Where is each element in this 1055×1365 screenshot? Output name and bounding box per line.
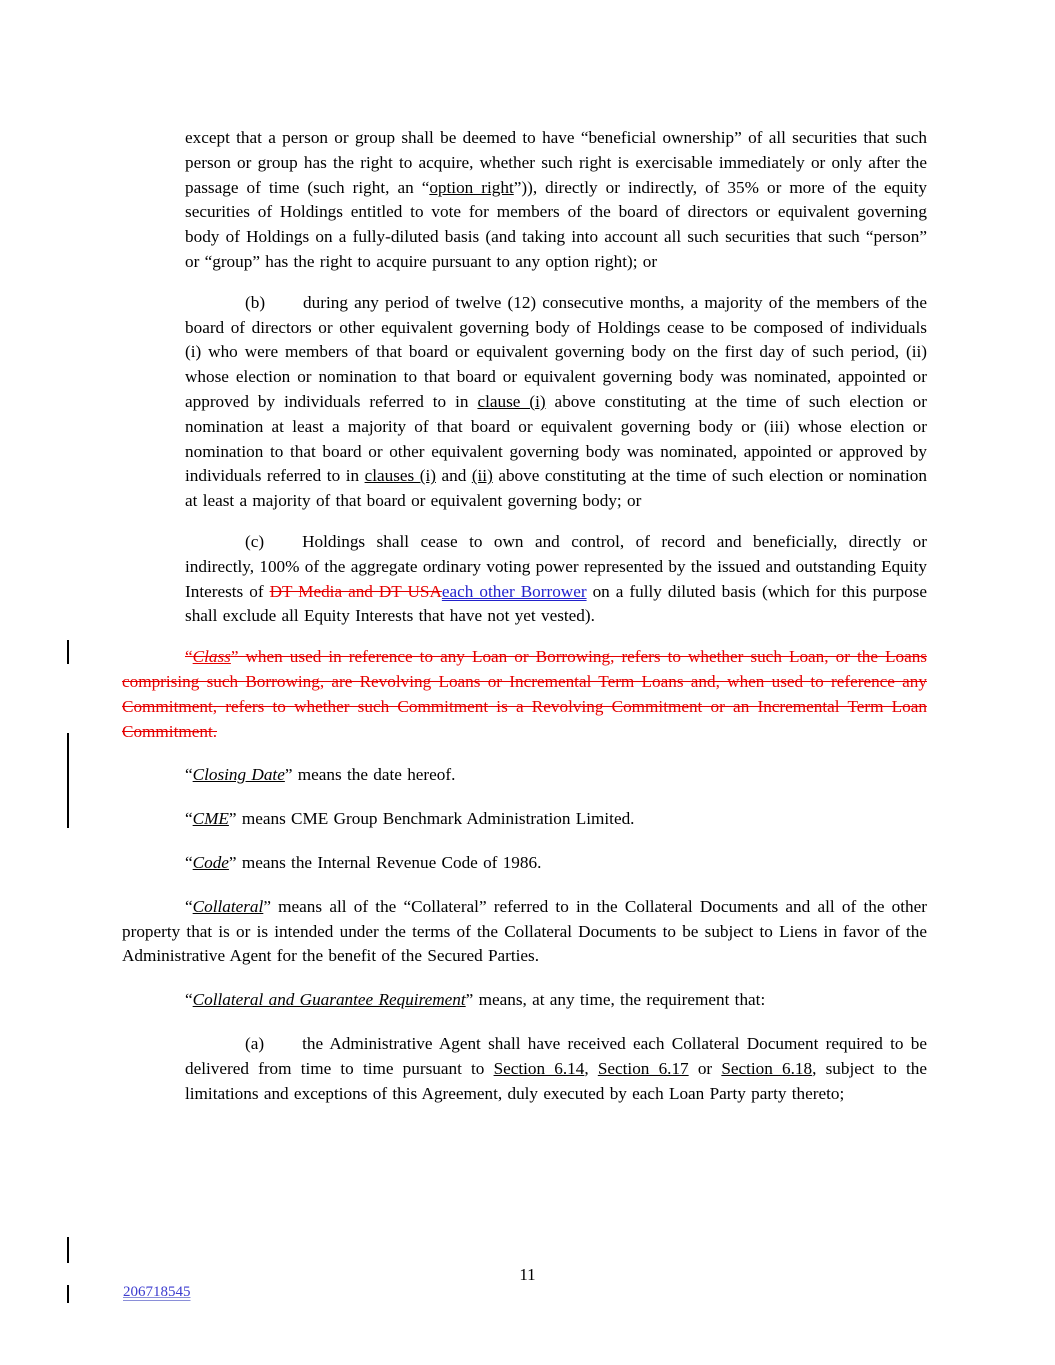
text-run: on a fully diluted basis (which for this purpose shall exclude all Equity Interests that have not yet vested). bbox=[185, 581, 928, 626]
text-run: above constituting at the time of such election or nomination at least a majority of that board or equivalent governing body; or bbox=[185, 466, 927, 511]
paragraph bbox=[122, 807, 927, 832]
page-number: 11 bbox=[519, 1265, 536, 1284]
defined-term: Collateral and Guarantee Requirement bbox=[192, 990, 466, 1010]
revision-change-bar bbox=[67, 1285, 69, 1303]
paragraph bbox=[185, 126, 927, 275]
text-run: , bbox=[584, 1058, 598, 1078]
text-run: , subject to the limitations and exceptions of this Agreement, duly executed by each Loan Party party thereto; bbox=[185, 1058, 927, 1103]
deleted-text: DT Media and DT USA bbox=[269, 581, 442, 601]
defined-term: Closing Date bbox=[192, 765, 285, 785]
text-run: ”)), directly or indirectly, of 35% or more of the equity securities of Holdings entitled to vote for members of the board of directors or equivalent governing body of Holdings on a fully-diluted basis (and taking into account all such securities that such “person” or “group” has the right to acquire pursuant to any option right); or bbox=[185, 177, 927, 271]
text-run: during any period of twelve (12) consecutive months, a majority of the members of the board of directors or other equivalent governing body of Holdings cease to be composed of individuals (i) who were members of that board or equivalent governing body on the first day of such period, (ii) whose election or nomination to that board or equivalent governing body was nominated, appointed or approved by individuals referred to in bbox=[185, 292, 927, 411]
defined-term: Code bbox=[192, 852, 229, 872]
text-run: ” means, at any time, the requirement that: bbox=[465, 990, 766, 1010]
text-run: ” means all of the “Collateral” referred to in the Collateral Documents and all of the other property that is or is intended under the terms of the Collateral Documents to be subject to Liens in favor of the Administrative Agent for the benefit of the Secured Parties. bbox=[122, 896, 927, 966]
text-run: Holdings shall cease to own and control, of record and beneficially, directly or indirectly, 100% of the aggregate ordinary voting power represented by the issued and outstanding Equity Interests of bbox=[185, 531, 927, 601]
deleted-defined-term: Class bbox=[192, 647, 231, 667]
paragraph bbox=[122, 988, 927, 1013]
paragraph bbox=[185, 1032, 927, 1106]
text-run: ” means the Internal Revenue Code of 1986. bbox=[228, 852, 542, 872]
document-body bbox=[122, 126, 927, 1122]
text-run: the Administrative Agent shall have received each Collateral Document required to be delivered from time to time pursuant to bbox=[185, 1033, 927, 1078]
paragraph bbox=[122, 851, 927, 876]
text-run: “ bbox=[185, 809, 193, 829]
paragraph bbox=[122, 895, 927, 969]
revision-change-bar bbox=[67, 640, 69, 664]
paragraph bbox=[185, 291, 927, 514]
text-run: “ bbox=[185, 896, 193, 916]
underlined-reference: clauses (i) bbox=[364, 466, 436, 486]
paragraph bbox=[122, 645, 927, 744]
paragraph bbox=[185, 530, 927, 629]
paragraph bbox=[122, 763, 927, 788]
underlined-reference: Section 6.14 bbox=[493, 1058, 585, 1078]
text-run: (a) bbox=[245, 1033, 265, 1053]
deleted-text: ” when used in reference to any Loan or Borrowing, refers to whether such Loan, or the Loans comprising such Borrowing, are Revolving Loans or Incremental Term Loans and, when used to reference any Commitment, refers to whether such Commitment is a Revolving Commitment or an Incremental Term Loan Commitment. bbox=[122, 647, 927, 741]
revision-change-bar bbox=[67, 1237, 69, 1263]
text-run: ” means CME Group Benchmark Administration Limited. bbox=[228, 809, 635, 829]
text-run: (b) bbox=[245, 292, 266, 312]
text-run: above constituting at the time of such election or nomination at least a majority of that board or equivalent governing body or (iii) whose election or nomination to that board or other equivalent governing body was nominated, appointed or approved by individuals referred to in bbox=[185, 391, 927, 486]
text-run: “ bbox=[185, 852, 193, 872]
text-run: ” means the date hereof. bbox=[284, 765, 456, 785]
inserted-text: each other Borrower bbox=[441, 581, 587, 601]
text-run: “ bbox=[185, 765, 193, 785]
underlined-reference: clause (i) bbox=[477, 391, 546, 411]
defined-term: CME bbox=[192, 809, 229, 829]
deleted-text: “ bbox=[185, 647, 193, 667]
defined-term: Collateral bbox=[192, 896, 264, 916]
text-run: or bbox=[688, 1058, 722, 1078]
text-run: and bbox=[435, 466, 472, 486]
text-run: “ bbox=[185, 990, 193, 1010]
text-run: except that a person or group shall be deemed to have “beneficial ownership” of all securities that such person or group has the right to acquire, whether such right is exercisable immediately or only after the passage of time (such right, an “ bbox=[185, 128, 927, 197]
underlined-reference: option right bbox=[429, 177, 514, 197]
revision-change-bar bbox=[67, 733, 69, 828]
underlined-reference: Section 6.17 bbox=[597, 1058, 689, 1078]
underlined-reference: Section 6.18 bbox=[721, 1058, 813, 1078]
underlined-reference: (ii) bbox=[471, 466, 493, 486]
footer-doc-number-link[interactable]: 206718545 bbox=[123, 1284, 191, 1300]
text-run: (c) bbox=[245, 531, 265, 551]
